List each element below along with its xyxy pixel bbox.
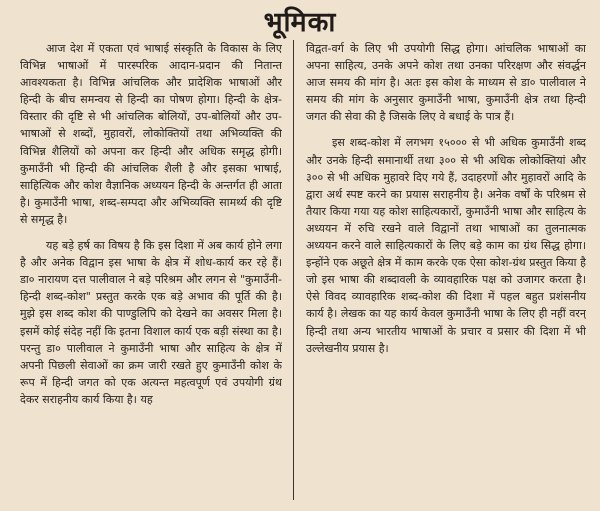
paragraph: इस शब्द-कोश में लगभग १५००० से भी अधिक कुमाउँनी शब्द और उनके हिन्दी समानार्थी तथा ३०० से भी अधिक लोकोक्तियां और ३०० से भी अधिक मुहावरे दिए गये हैं, उदाहरणों और मुहावरों आदि के द्वारा अर्थ स्पष्ट करने का प्रयास सराहनीय है। अनेक वर्षों के परिश्रम से तैयार किया गया यह कोश साहित्यकारों, कुमाउँनी भाषा और साहित्य के अध्ययन में रुचि रखने वाले विद्वानों तथा भाषाओं का तुलनात्मक अध्ययन करने वाले साहित्यकारों के लिए बड़े काम का ग्रंथ सिद्ध होगा। इन्होंने एक अछूते क्षेत्र में काम करके एक ऐसा कोश-ग्रंथ प्रस्तुत किया है जो इस भाषा की शब्दावली के व्यावहारिक पक्ष को उजागर करता है। ऐसे विवद व्यावहारिक शब्द-कोश की दिशा में पहल बहुत प्रशंसनीय कार्य है। लेखक का यह कार्य केवल कुमाउँनी भाषा के लिए ही नहीं वरन् हिन्दी तथा अन्य भारतीय भाषाओं के प्रचार व प्रसार की दिशा में भी उल्लेखनीय प्रयास है। — [306, 136, 586, 355]
paragraph: विद्वत-वर्ग के लिए भी उपयोगी सिद्ध होगा। आंचलिक भाषाओं का अपना साहित्य, उनके अपने कोश तथा उनका परिरक्षण और संवर्द्धन आज समय की मांग है। अतः इस कोश के माध्यम से डा० पालीवाल ने समय की मांग के अनुसार कुमाउँनी भाषा, कुमाउँनी क्षेत्र तथा हिन्दी जगत की सेवा की है जिसके लिए वे बधाई के पात्र हैं। — [306, 42, 586, 124]
column-divider — [293, 40, 294, 500]
left-column — [20, 40, 282, 502]
page-title: भूमिका — [263, 7, 337, 38]
paragraph: यह बड़े हर्ष का विषय है कि इस दिशा में अब कार्य होने लगा है और अनेक विद्वान इस भाषा के क्षेत्र में शोध-कार्य कर रहे हैं। डा० नारायण दत्त पालीवाल ने बड़े परिश्रम और लगन से "कुमाउँनी-हिन्दी शब्द-कोश" प्रस्तुत करके एक बड़े अभाव की पूर्ति की है। मुझे इस शब्द कोश की पाण्डुलिपि को देखने का अवसर मिला है। इसमें कोई संदेह नहीं कि इतना विशाल कार्य एक बड़ी संस्था का है। परन्तु डा० पालीवाल ने कुमाउँनी भाषा और साहित्य के क्षेत्र में अपनी पिछली सेवाओं का क्रम जारी रखते हुए कुमाउँनी कोश के रूप में हिन्दी जगत को एक अत्यन्त महत्वपूर्ण एवं उपयोगी ग्रंथ देकर सराहनीय कार्य किया है। यह — [20, 239, 282, 406]
right-column — [306, 40, 586, 502]
paragraph: आज देश में एकता एवं भाषाई संस्कृति के विकास के लिए विभिन्न भाषाओं में पारस्परिक आदान-प्रदान की नितान्त आवश्यकता है। विभिन्न आंचलिक और प्रादेशिक भाषाओं और हिन्दी के बीच समन्वय से हिन्दी का पोषण होगा। हिन्दी के क्षेत्र-विस्तार की दृष्टि से भी आंचलिक बोलियों, उप-बोलियों और उप-भाषाओं से शब्दों, मुहावरों, लोकोक्तियों तथा अभिव्यक्ति की विभिन्न शैलियों को अपना कर हिन्दी और अधिक समृद्ध होगी। कुमाउँनी भी हिन्दी की आंचलिक शैली है और इसका भाषाई, साहित्यिक और कोश वैज्ञानिक अध्ययन हिन्दी के अन्तर्गत ही आता है। कुमाउँनी भाषा, शब्द-सम्पदा और अभिव्यक्ति सामर्थ्य की दृष्टि से समृद्ध है। — [20, 42, 282, 226]
